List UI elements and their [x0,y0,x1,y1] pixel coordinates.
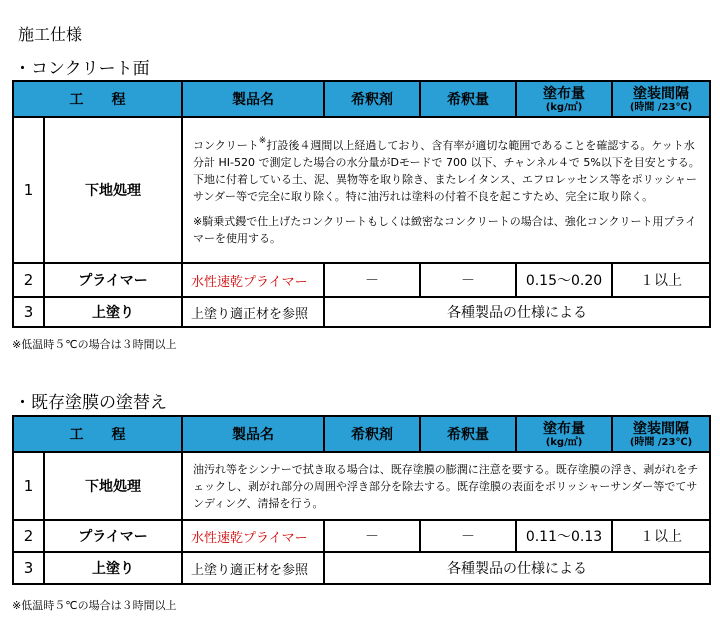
header-step: 工 程 [13,81,182,117]
row-number: 2 [13,263,44,297]
row-product: 上塗り適正材を参照 [182,297,324,327]
row-coverage: 0.11～0.13 [516,520,612,552]
row-number: 1 [13,117,44,263]
row-number: 1 [13,452,44,520]
row-product: 水性速乾プライマー [182,520,324,552]
footnote: ※低温時５℃の場合は３時間以上 [12,599,177,612]
row-number: 3 [13,297,44,327]
header-product: 製品名 [182,416,324,452]
table-row [13,452,710,520]
spec-table-concrete [12,80,711,328]
row-interval: １以上 [612,520,710,552]
description-text: コンクリート※打設後４週間以上経過しており、含有率が適切な範囲であることを確認する。ケット水分計 HI-520 で測定した場合の水分量がDモードで 700 以下、チャンネル４で 5%以下を目安とする。下地に付着している土、泥、異物等を取り除き、またレイタンス、エフロレッセンス等をポリッシャーサンダー等で完全に取り除く。特に油汚れは塗料の付着不良を起こすため、完全に取り除く。 [193,136,700,203]
header-dilution: 希釈量 [420,416,516,452]
table-row [13,297,710,327]
header-coverage: 塗布量 (kg/㎡) [516,416,612,452]
row-step: 上塗り [44,297,182,327]
page-title: 施工仕様 [18,25,83,44]
header-row [13,416,710,452]
row-number: 3 [13,552,44,584]
row-step: 上塗り [44,552,182,584]
row-number: 2 [13,520,44,552]
row-step: 下地処理 [44,117,182,263]
header-step: 工 程 [13,416,182,452]
row-dilution: － [420,520,516,552]
row-thinner: － [324,520,420,552]
section2-title: ・既存塗膜の塗替え [14,393,167,413]
spec-table-repaint [12,415,711,585]
row-merged-spec: 各種製品の仕様による [324,297,710,327]
row-product: 上塗り適正材を参照 [182,552,324,584]
row-interval: １以上 [612,263,710,297]
row-thinner: － [324,263,420,297]
header-product: 製品名 [182,81,324,117]
header-row [13,81,710,117]
row-description: 油汚れ等をシンナーで拭き取る場合は、既存塗膜の膨潤に注意を要する。既存塗膜の浮き、剥がれをチェックし、剥がれ部分の周囲や浮き部分を除去する。既存塗膜の表面をポリッシャーサンダー等でてサンディング、清掃を行う。 [182,452,710,520]
row-merged-spec: 各種製品の仕様による [324,552,710,584]
header-dilution: 希釈量 [420,81,516,117]
row-step: 下地処理 [44,452,182,520]
row-step: プライマー [44,520,182,552]
row-coverage: 0.15～0.20 [516,263,612,297]
row-dilution: － [420,263,516,297]
footnote: ※低温時５℃の場合は３時間以上 [12,338,177,351]
header-interval: 塗装間隔 (時間 /23℃) [612,81,710,117]
table-row [13,552,710,584]
table-row [13,263,710,297]
header-coverage: 塗布量 (kg/㎡) [516,81,612,117]
row-step: プライマー [44,263,182,297]
header-thinner: 希釈剤 [324,416,420,452]
table-row [13,117,710,263]
table-row [13,520,710,552]
description-note: ※騎乗式鏝で仕上げたコンクリートもしくは緻密なコンクリートの場合は、強化コンクリート用プライマーを使用する。 [193,215,697,245]
section1-title: ・コンクリート面 [14,59,150,79]
row-description [182,117,710,263]
header-interval: 塗装間隔 (時間 /23℃) [612,416,710,452]
row-product: 水性速乾プライマー [182,263,324,297]
header-thinner: 希釈剤 [324,81,420,117]
